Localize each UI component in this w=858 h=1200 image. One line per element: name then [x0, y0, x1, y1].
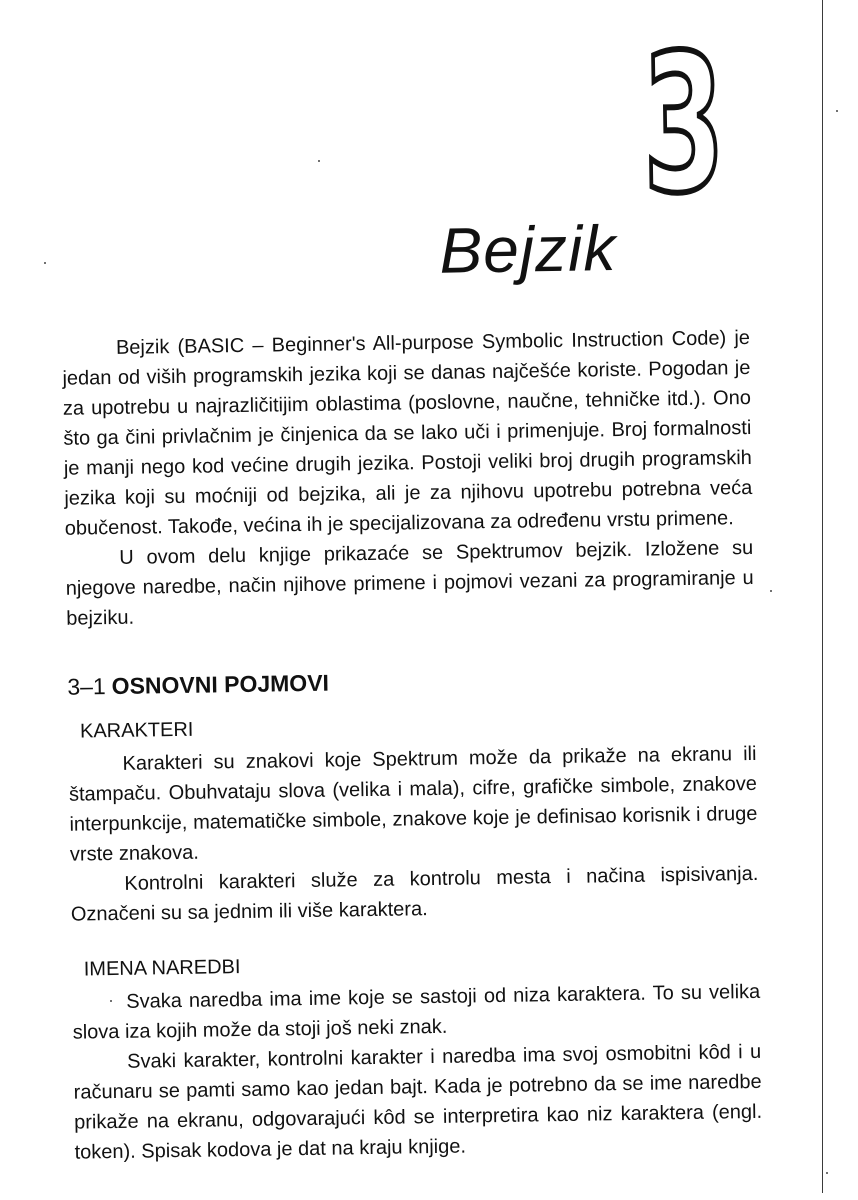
chapter-heading	[431, 13, 755, 288]
intro-paragraph-1: Bejzik (BASIC – Beginner's All-purpose Symbolic Instruction Code) je jedan od viših programskih jezika koji se danas najčešće koriste. Pogodan je za upotrebu u najrazličitijim oblastima (poslovne, naučne, tehničke itd.). Ono što ga čini privlačnim je činjenica da se lako uči i primenjuje. Broj formalnosti je manji nego kod većine drugih jezika. Postoji veliki broj drugih programskih jezika koji su moćniji od bejzika, ali je za njihovu upotrebu potrebna veća obučenost. Takođe, većina ih je specijalizovana za određenu vrstu primene.	[62, 326, 753, 540]
chapter-number: 3	[640, 13, 727, 236]
subsection-heading-imena-naredbi: IMENA NAREDBI	[83, 956, 241, 981]
section-number: 3–1	[67, 673, 106, 700]
chapter-title: Bejzik	[438, 212, 617, 287]
karakteri-paragraph-1: Karakteri su znakovi koje Spektrum može da prikaže na ekranu ili štampaču. Obuhvataju slova (velika i mala), cifre, grafičke simbole, znakove interpunkcije, matematičke simbole, znakove koje je definisao korisnik i druge vrste znakova.	[68, 742, 758, 866]
scan-speck	[826, 1172, 828, 1174]
scan-speck	[110, 1000, 112, 1002]
scan-speck	[770, 590, 772, 592]
section-heading	[67, 661, 755, 702]
karakteri-paragraph-2: Kontrolni karakteri služe za kontrolu mesta i načina ispisivanja. Označeni su sa jednim ili više karaktera.	[70, 862, 759, 926]
scan-speck	[318, 160, 320, 162]
scan-speck	[44, 262, 46, 264]
chapter-body	[62, 323, 763, 1168]
scan-speck	[836, 110, 838, 112]
intro-paragraph-2: U ovom delu knjige prikazaće se Spektrumov bejzik. Izložene su njegove naredbe, način njihove primene i pojmovi vezani za programiranje u bejziku.	[65, 536, 754, 630]
subsection-heading-karakteri: KARAKTERI	[79, 718, 194, 743]
imena-naredbi-paragraph-2: Svaki karakter, kontrolni karakter i naredba ima svoj osmobitni kôd i u računaru se pamti samo kao jedan bajt. Kada je potrebno da se ime naredbe prikaže na ekranu, odgovarajući kôd se interpretira kao niz karaktera (engl. token). Spisak kodova je dat na kraju knjige.	[73, 1040, 763, 1164]
section-title: OSNOVNI POJMOVI	[111, 669, 330, 700]
imena-naredbi-paragraph-1: Svaka naredba ima ime koje se sastoji od niza karaktera. To su velika slova iza kojih može da stoji još neki znak.	[72, 980, 761, 1044]
